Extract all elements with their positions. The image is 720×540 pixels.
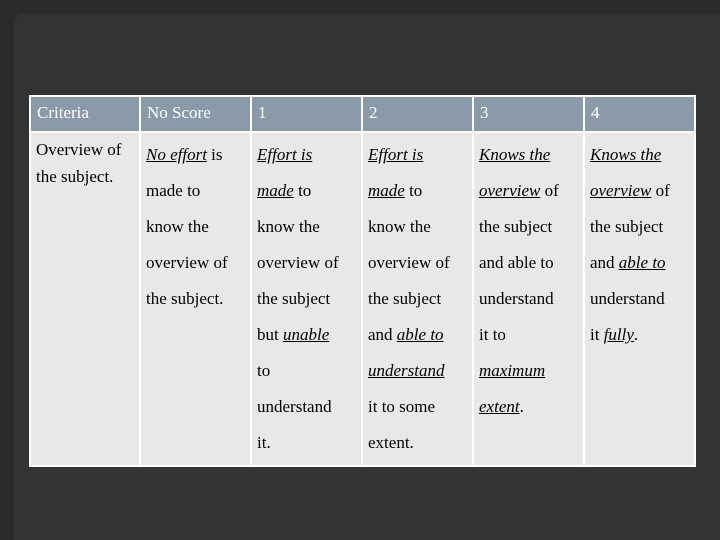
emphasized-text: Knows the [590, 145, 662, 164]
cell-text: know the [146, 217, 209, 236]
cell-line [257, 177, 357, 213]
cell-line [590, 321, 690, 357]
cell-line [368, 285, 468, 321]
emphasized-text: maximum [479, 361, 546, 380]
cell-text: it to [479, 325, 506, 344]
emphasized-text: Effort is [257, 145, 313, 164]
cell-text: the subject. [146, 289, 224, 308]
emphasized-text: overview [590, 181, 652, 200]
cell-text: to [404, 181, 423, 200]
cell-score-4 [584, 132, 695, 466]
cell-line [368, 177, 468, 213]
cell-text: of [540, 181, 559, 200]
cell-text: extent. [368, 433, 414, 452]
cell-line [368, 321, 468, 357]
cell-line [479, 321, 579, 357]
cell-line [368, 429, 468, 465]
cell-score-2 [362, 132, 473, 466]
cell-text: know the [368, 217, 431, 236]
emphasized-text: Effort is [368, 145, 424, 164]
cell-line [479, 357, 579, 393]
cell-line [146, 141, 246, 177]
cell-line [479, 177, 579, 213]
cell-lines [146, 141, 246, 321]
cell-line [368, 141, 468, 177]
cell-text: the subject [590, 217, 664, 236]
cell-text: the subject [479, 217, 553, 236]
cell-line [257, 321, 357, 357]
header-score-2: 2 [362, 96, 473, 132]
cell-text: and [368, 325, 397, 344]
cell-text: the subject [257, 289, 331, 308]
emphasized-text: made [257, 181, 294, 200]
cell-text: know the [257, 217, 320, 236]
cell-score-1 [251, 132, 362, 466]
cell-line [479, 213, 579, 249]
cell-text: and able to [479, 253, 554, 272]
cell-text: to [257, 361, 271, 380]
cell-text: is [206, 145, 223, 164]
cell-lines [590, 141, 690, 357]
cell-text: understand [257, 397, 332, 416]
cell-text: it [590, 325, 604, 344]
cell-line [590, 213, 690, 249]
cell-line [590, 249, 690, 285]
criterion-cell: Overview of the subject. [30, 132, 140, 466]
emphasized-text: fully [603, 325, 634, 344]
cell-score-3 [473, 132, 584, 466]
cell-text: it. [257, 433, 271, 452]
cell-line [257, 357, 357, 393]
cell-lines [368, 141, 468, 465]
cell-line [257, 249, 357, 285]
cell-line [368, 357, 468, 393]
cell-lines [257, 141, 357, 465]
emphasized-text: able to [618, 253, 666, 272]
emphasized-text: able to [396, 325, 444, 344]
cell-line [257, 429, 357, 465]
cell-line [590, 141, 690, 177]
cell-text: overview of [146, 253, 228, 272]
emphasized-text: Knows the [479, 145, 551, 164]
cell-text: understand [590, 289, 665, 308]
cell-line [368, 393, 468, 429]
background-strip [0, 14, 14, 540]
header-row [30, 96, 695, 132]
cell-line [146, 213, 246, 249]
cell-text: . [633, 325, 639, 344]
emphasized-text: extent [479, 397, 520, 416]
criterion-row [30, 132, 695, 466]
cell-line [368, 249, 468, 285]
cell-no-score [140, 132, 251, 466]
header-no-score: No Score [140, 96, 251, 132]
cell-text: and [590, 253, 619, 272]
cell-line [479, 393, 579, 429]
cell-line [257, 141, 357, 177]
cell-text: made to [146, 181, 201, 200]
cell-line [146, 177, 246, 213]
cell-line [257, 393, 357, 429]
header-score-1: 1 [251, 96, 362, 132]
cell-line [590, 285, 690, 321]
cell-line [479, 141, 579, 177]
emphasized-text: unable [282, 325, 330, 344]
cell-line [590, 177, 690, 213]
cell-line [479, 285, 579, 321]
emphasized-text: No effort [146, 145, 207, 164]
emphasized-text: overview [479, 181, 541, 200]
cell-text: understand [479, 289, 554, 308]
emphasized-text: made [368, 181, 405, 200]
cell-line [257, 213, 357, 249]
header-score-4: 4 [584, 96, 695, 132]
cell-text: . [519, 397, 524, 416]
header-criteria: Criteria [30, 96, 140, 132]
cell-text: overview of [368, 253, 450, 272]
cell-text: of [651, 181, 670, 200]
header-score-3: 3 [473, 96, 584, 132]
cell-line [146, 285, 246, 321]
cell-text: to [293, 181, 312, 200]
emphasized-text: understand [368, 361, 445, 380]
cell-text: overview of [257, 253, 339, 272]
cell-lines [479, 141, 579, 429]
cell-text: the subject [368, 289, 442, 308]
cell-text: but [257, 325, 283, 344]
cell-text: it to some [368, 397, 436, 416]
cell-line [146, 249, 246, 285]
cell-line [479, 249, 579, 285]
cell-line [368, 213, 468, 249]
cell-line [257, 285, 357, 321]
rubric-table [29, 95, 696, 467]
